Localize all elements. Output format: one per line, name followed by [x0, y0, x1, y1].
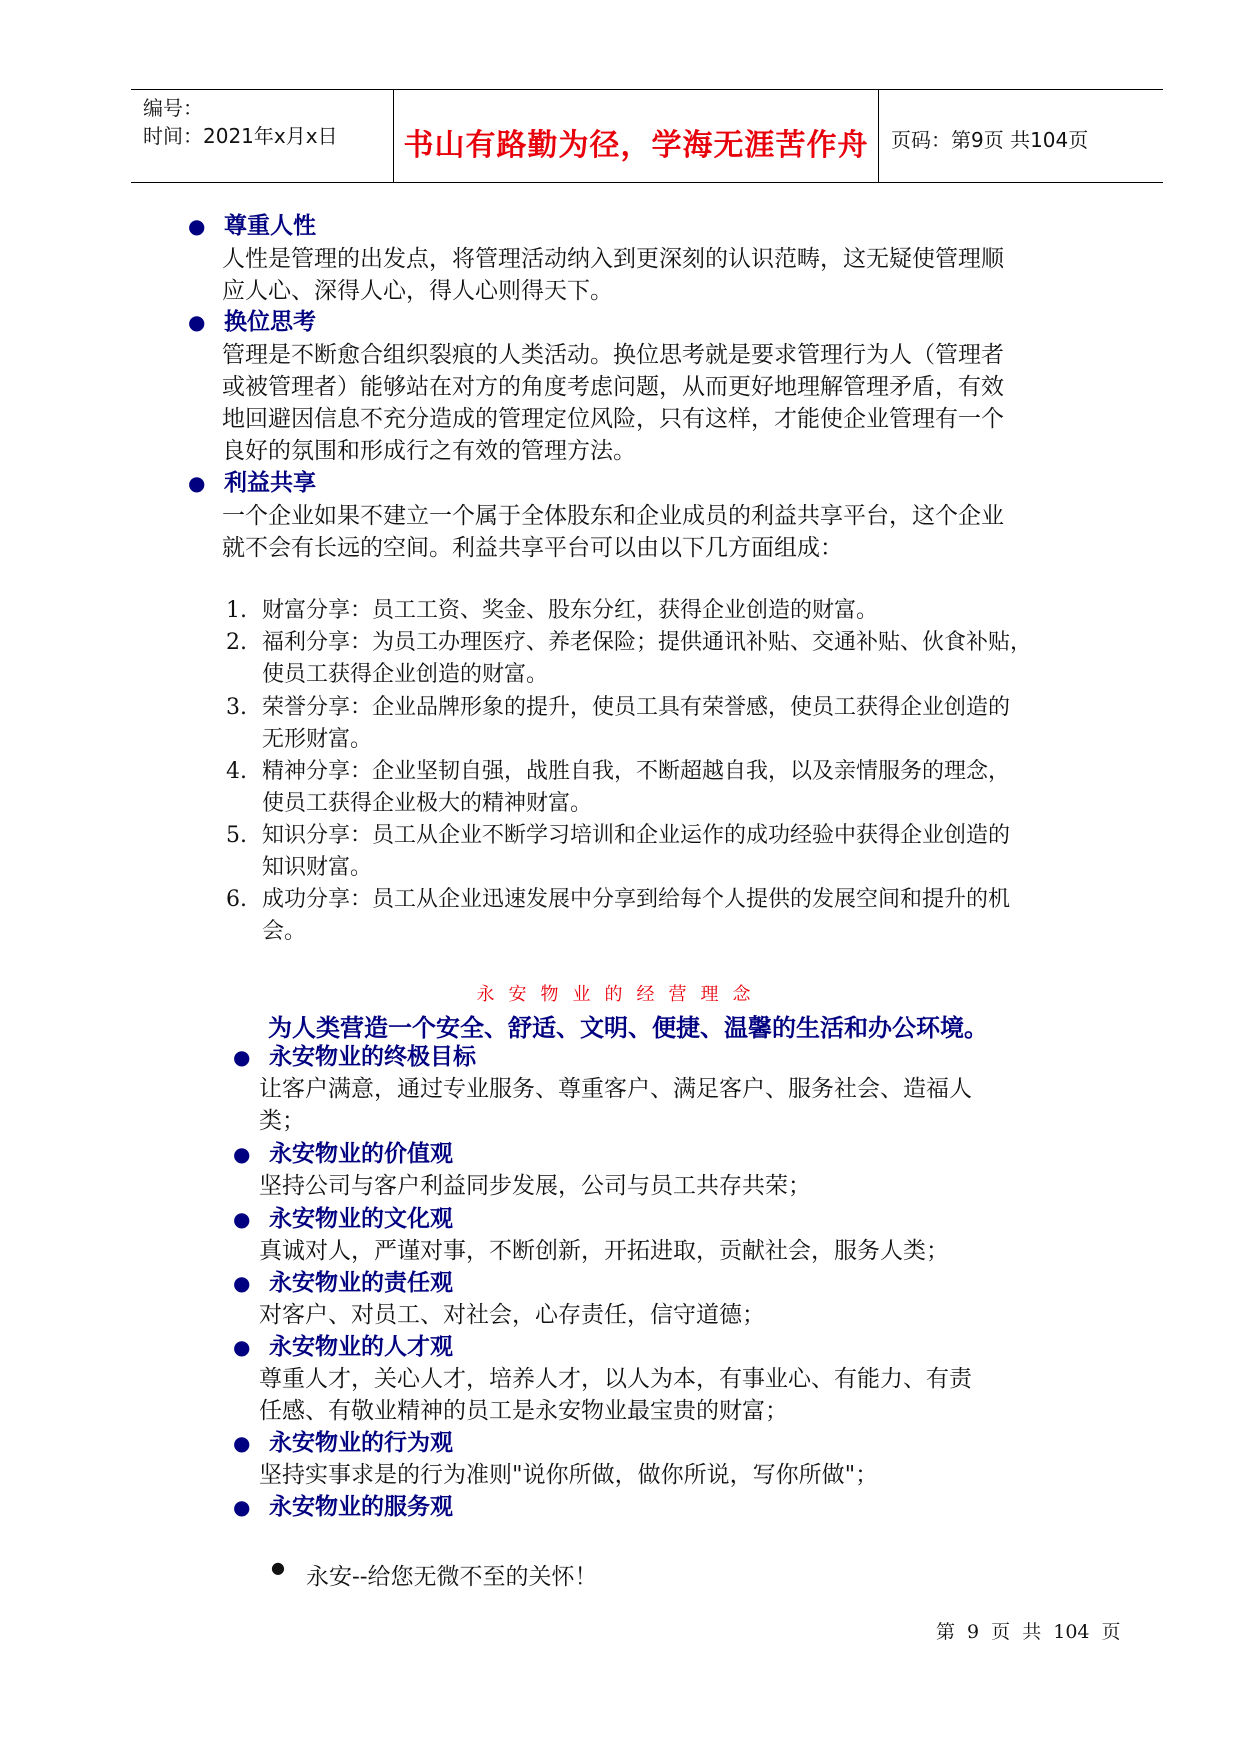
philosophy-title: 永安物业的经营理念	[476, 984, 765, 1005]
text-line: 管理是不断愈合组织裂痕的人类活动。换位思考就是要求管理行为人（管理者	[222, 342, 1004, 368]
philosophy-paragraph	[259, 1170, 811, 1202]
bullet-icon: ●	[233, 1335, 251, 1359]
list-item: 3. 荣誉分享：企业品牌形象的提升，使员工具有荣誉感，使员工获得企业创造的 无形财富。	[262, 692, 1010, 756]
list-item: 2. 福利分享：为员工办理医疗、养老保险；提供通讯补贴、交通补贴、伙食补贴， 使员工获得企业创造的财富。	[262, 627, 1032, 691]
philosophy-paragraph	[259, 1363, 972, 1427]
text-line: 人性是管理的出发点，将管理活动纳入到更深刻的认识范畴，这无疑使管理顺	[222, 246, 1004, 272]
text-line: 知识财富。	[262, 855, 373, 880]
philosophy-heading: ● 永安物业的服务观	[269, 1491, 453, 1523]
slogan: ● 永安--给您无微不至的关怀！	[271, 1558, 598, 1590]
header-divider	[878, 90, 879, 182]
philosophy-heading: ● 永安物业的文化观	[269, 1203, 453, 1235]
serial-label: 编号：	[143, 96, 203, 120]
text-line: 让客户满意，通过专业服务、尊重客户、满足客户、服务社会、造福人	[259, 1076, 972, 1102]
text-line: 任感、有敬业精神的员工是永安物业最宝贵的财富；	[259, 1398, 788, 1424]
page-footer: 第 9 页 共 104 页	[936, 1621, 1121, 1643]
bullet-icon: ●	[233, 1431, 251, 1455]
text-line: 真诚对人，严谨对事，不断创新，开拓进取，贡献社会，服务人类；	[259, 1238, 949, 1264]
text-line: 坚持公司与客户利益同步发展，公司与员工共存共荣；	[259, 1173, 811, 1199]
text-line: 类；	[259, 1108, 305, 1134]
text-line: 使员工获得企业极大的精神财富。	[262, 791, 593, 816]
bullet-icon: ●	[233, 1142, 251, 1166]
page-header	[131, 89, 1163, 183]
text-line: 就不会有长远的空间。利益共享平台可以由以下几方面组成：	[222, 535, 843, 561]
philosophy-paragraph	[259, 1073, 972, 1137]
header-page-info: 页码：第9页 共104页	[891, 128, 1089, 152]
philosophy-heading: ● 永安物业的行为观	[269, 1427, 453, 1459]
bullet-icon: ●	[233, 1207, 251, 1231]
text-line: 无形财富。	[262, 727, 373, 752]
text-line: 坚持实事求是的行为准则"说你所做，做你所说，写你所做"；	[259, 1462, 879, 1488]
list-item: 4. 精神分享：企业坚韧自强，战胜自我，不断超越自我，以及亲情服务的理念， 使员工获得企业极大的精神财富。	[262, 756, 1010, 820]
text-line: 会。	[262, 919, 307, 944]
text-line: 一个企业如果不建立一个属于全体股东和企业成员的利益共享平台，这个企业	[222, 503, 1004, 529]
section-heading: ● 换位思考	[224, 306, 316, 338]
bullet-icon: ●	[233, 1495, 251, 1519]
bullet-icon: ●	[188, 214, 206, 238]
bullet-icon: ●	[271, 1558, 285, 1577]
philosophy-heading: ● 永安物业的人才观	[269, 1331, 453, 1363]
bullet-icon: ●	[233, 1045, 251, 1069]
header-meta	[143, 94, 338, 150]
list-item: 1. 财富分享：员工工资、奖金、股东分红，获得企业创造的财富。	[262, 595, 878, 627]
section-paragraph	[222, 243, 1004, 307]
text-line: 尊重人才，关心人才，培养人才，以人为本，有事业心、有能力、有责	[259, 1366, 972, 1392]
text-line: 福利分享：为员工办理医疗、养老保险；提供通讯补贴、交通补贴、伙食补贴，	[262, 630, 1033, 655]
section-paragraph	[222, 500, 1004, 564]
bullet-icon: ●	[188, 471, 206, 495]
philosophy-paragraph	[259, 1299, 765, 1331]
bullet-icon: ●	[188, 310, 206, 334]
section-paragraph	[222, 339, 1004, 467]
section-heading: ● 利益共享	[224, 467, 316, 499]
philosophy-heading: ● 永安物业的终极目标	[269, 1041, 476, 1073]
header-motto: 书山有路勤为径，学海无涯苦作舟	[403, 128, 869, 163]
text-line: 知识分享：员工从企业不断学习培训和企业运作的成功经验中获得企业创造的	[262, 823, 1011, 848]
text-line: 精神分享：企业坚韧自强，战胜自我，不断超越自我，以及亲情服务的理念，	[262, 759, 1011, 784]
text-line: 荣誉分享：企业品牌形象的提升，使员工具有荣誉感，使员工获得企业创造的	[262, 695, 1011, 720]
text-line: 或被管理者）能够站在对方的角度考虑问题，从而更好地理解管理矛盾，有效	[222, 374, 1004, 400]
philosophy-heading: ● 永安物业的责任观	[269, 1267, 453, 1299]
text-line: 对客户、对员工、对社会，心存责任，信守道德；	[259, 1302, 765, 1328]
mission-statement: 为人类营造一个安全、舒适、文明、便捷、温馨的生活和办公环境。	[268, 1014, 988, 1042]
text-line: 财富分享：员工工资、奖金、股东分红，获得企业创造的财富。	[262, 598, 879, 623]
philosophy-paragraph	[259, 1459, 878, 1491]
list-item: 5. 知识分享：员工从企业不断学习培训和企业运作的成功经验中获得企业创造的 知识财富。	[262, 820, 1010, 884]
text-line: 应人心、深得人心，得人心则得天下。	[222, 278, 613, 304]
time-label: 时间：2021年x月x日	[143, 124, 338, 148]
text-line: 成功分享：员工从企业迅速发展中分享到给每个人提供的发展空间和提升的机	[262, 887, 1011, 912]
text-line: 良好的氛围和形成行之有效的管理方法。	[222, 438, 636, 464]
philosophy-heading: ● 永安物业的价值观	[269, 1138, 453, 1170]
section-heading: ● 尊重人性	[224, 210, 316, 242]
bullet-icon: ●	[233, 1271, 251, 1295]
text-line: 使员工获得企业创造的财富。	[262, 662, 549, 687]
text-line: 地回避因信息不充分造成的管理定位风险，只有这样，才能使企业管理有一个	[222, 406, 1004, 432]
philosophy-paragraph	[259, 1235, 949, 1267]
list-item: 6. 成功分享：员工从企业迅速发展中分享到给每个人提供的发展空间和提升的机 会。	[262, 884, 1010, 948]
